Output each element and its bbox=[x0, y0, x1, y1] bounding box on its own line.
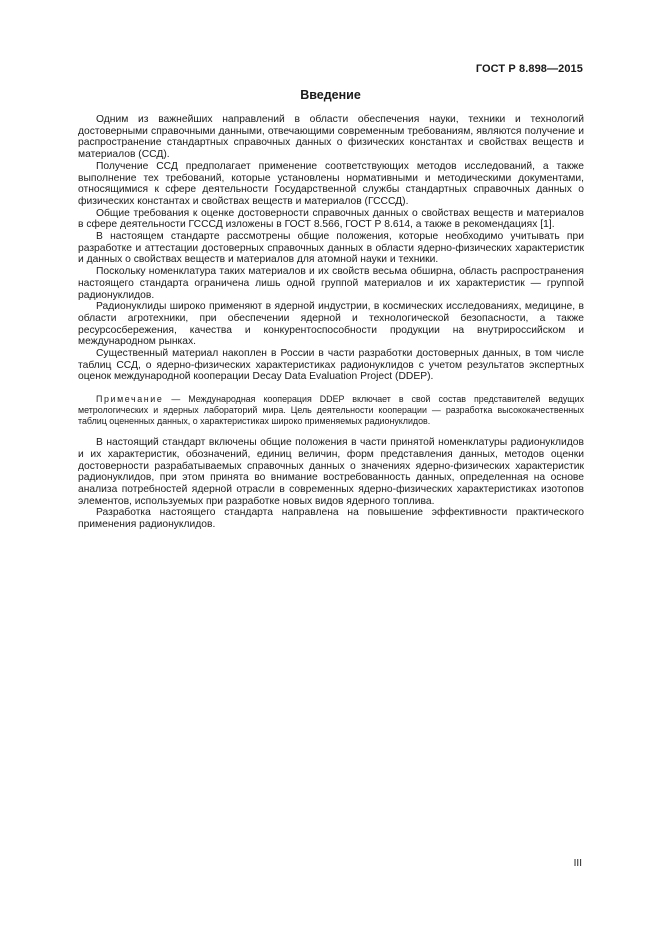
paragraph: Радионуклиды широко применяют в ядерной индустрии, в космических исследованиях, медицине, в области агротехники, при обеспечении ядерной и технологической безопасности, а также ресурсосбережения, качества и конкурентоспособности продукции на внутрироссийском и международном рынках. bbox=[78, 301, 584, 348]
paragraph: В настоящий стандарт включены общие положения в части принятой номенклатуры радионуклидов и их характеристик, обозначений, единиц величин, форм представления данных, методов оценки достоверности разрабатываемых справочных данных о значениях ядерно-физических характеристик радионуклидов, при этом принята во внимание востребованность данных, определенная на основе анализа потребностей ядерной отрасли в современных ядерно-физических характеристиках изотопов элементов, используемых при разработке новых видов ядерного топлива. bbox=[78, 437, 584, 507]
document-code: ГОСТ Р 8.898—2015 bbox=[475, 63, 583, 75]
note-text: — Международная кооперация DDEP включает в свой состав представителей ведущих метрологических и ядерных лабораторий мира. Цель деятельности кооперации — разработка высококачественных таблиц оцененных данных, о характеристиках широко применяемых радионуклидов. bbox=[78, 394, 585, 427]
body-text bbox=[78, 114, 584, 531]
paragraph: В настоящем стандарте рассмотрены общие положения, которые необходимо учитывать при разработке и аттестации достоверных справочных данных в области ядерно-физических характеристик и данных о свойствах веществ и материалов для атомной науки и техники. bbox=[78, 231, 584, 266]
paragraph: Одним из важнейших направлений в области обеспечения науки, техники и технологий достоверными справочными данными, отвечающими современным требованиям, являются получение и распространение стандартных справочных данных о физических константах и свойствах веществ и материалов (ССД). bbox=[78, 114, 584, 161]
page-number: III bbox=[573, 858, 582, 869]
section-title: Введение bbox=[300, 88, 361, 102]
paragraph: Получение ССД предполагает применение соответствующих методов исследований, а также выполнение тех требований, которые установлены нормативными и методическими документами, относящимися к сфере деятельности Государственной службы стандартных справочных данных о физических константах и свойствах веществ и материалов (ГСССД). bbox=[78, 160, 584, 207]
note bbox=[78, 394, 584, 427]
paragraph: Общие требования к оценке достоверности справочных данных о свойствах веществ и материалов в сфере деятельности ГСССД изложены в ГОСТ 8.566, ГОСТ Р 8.614, а также в рекомендациях [1]. bbox=[78, 207, 584, 231]
paragraph: Поскольку номенклатура таких материалов и их свойств весьма обширна, область распространения настоящего стандарта ограничена лишь одной группой материалов и их характеристик — группой радионуклидов. bbox=[78, 266, 584, 301]
paragraph: Разработка настоящего стандарта направлена на повышение эффективности практического применения радионуклидов. bbox=[78, 507, 584, 531]
paragraph: Существенный материал накоплен в России в части разработки достоверных данных, в том числе таблиц ССД, о ядерно-физических характеристиках радионуклидов с учетом результатов экспертных оценок международной кооперации Decay Data Evaluation Project (DDEP). bbox=[78, 348, 584, 383]
note-label: Примечание bbox=[96, 394, 164, 405]
